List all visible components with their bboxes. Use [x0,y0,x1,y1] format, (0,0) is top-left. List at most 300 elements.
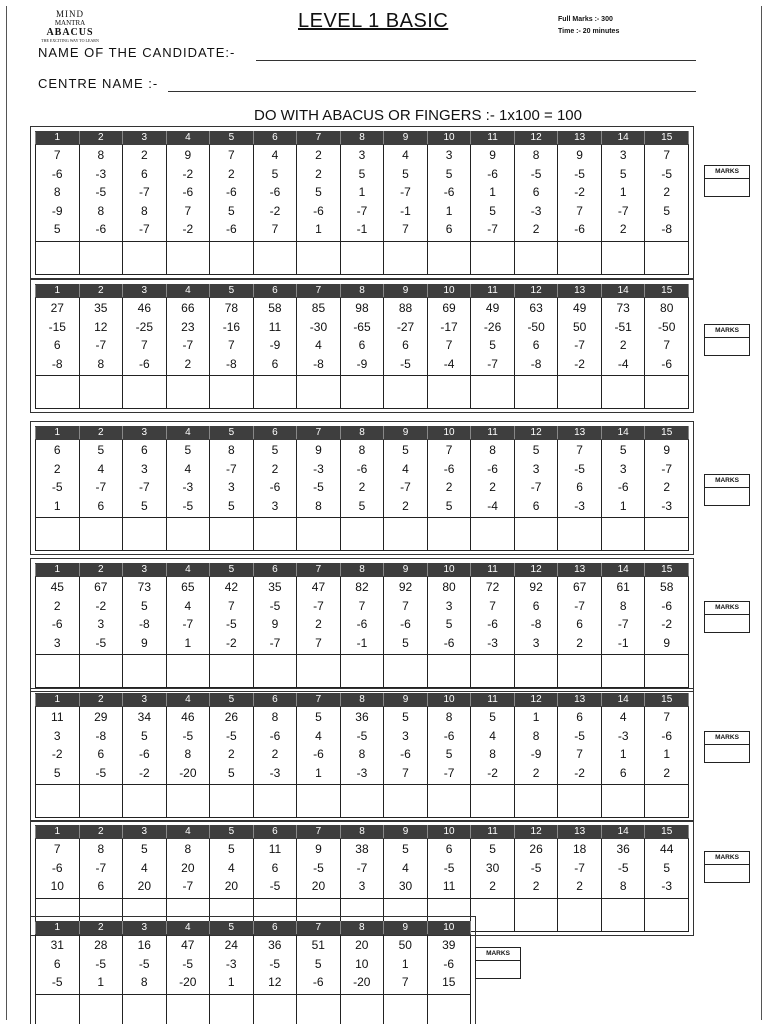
operand-column [427,707,471,785]
answer-cell[interactable] [384,994,428,1024]
question-number: 8 [340,922,384,935]
question-number: 5 [210,564,254,577]
answer-cell[interactable] [645,655,689,688]
answer-cell[interactable] [471,655,515,688]
operand: 5 [314,956,322,971]
operand: 6 [358,338,366,352]
question-number: 4 [166,694,210,707]
answer-cell[interactable] [253,785,297,818]
operand-column [601,707,645,785]
question-number: 3 [123,564,167,577]
page-title: LEVEL 1 BASIC [298,10,449,32]
answer-cell[interactable] [471,898,515,931]
answer-cell[interactable] [601,241,645,274]
answer-cell[interactable] [645,518,689,551]
answer-cell[interactable] [297,655,341,688]
operand: -3 [617,728,629,743]
question-number-row [36,922,471,935]
answer-cell[interactable] [471,376,515,409]
answer-cell[interactable] [514,785,558,818]
operand: 5 [663,203,671,218]
operand: -26 [483,319,502,334]
operand: 5 [97,443,105,457]
operand-column [253,839,297,899]
operand-column [384,577,428,655]
marks-entry-field[interactable] [705,488,749,505]
operand: 4 [184,598,192,613]
question-number: 14 [601,427,645,440]
operand: -3 [313,461,324,476]
operand-column [601,440,645,518]
operand: 2 [489,480,496,494]
question-block [30,126,694,279]
operand: 72 [485,580,500,594]
operand: 5 [402,635,409,650]
answer-cell[interactable] [79,994,123,1024]
operand-column [384,839,428,899]
answer-cell[interactable] [253,655,297,688]
operand: -7 [574,860,585,875]
answer-cell[interactable] [558,241,602,274]
brand-logo [40,10,100,46]
answer-cell[interactable] [427,241,471,274]
centre-name-field[interactable] [168,91,696,92]
operand: -6 [487,166,498,181]
operand: 50 [572,319,587,334]
operand: 26 [529,842,543,856]
answer-cell[interactable] [384,655,428,688]
operand-column [558,577,602,655]
answer-cell[interactable] [514,655,558,688]
operand: 8 [489,747,496,761]
operand: 4 [315,338,322,352]
operand: 1 [619,747,627,761]
answer-cell[interactable] [645,785,689,818]
answer-row [36,785,689,818]
answer-cell[interactable] [427,994,471,1024]
question-number: 3 [123,922,167,935]
operand: -5 [95,956,107,971]
operand-column [79,935,123,995]
operand: -51 [614,319,632,334]
operand: 3 [532,461,540,476]
operand-column [36,440,80,518]
operand: -7 [182,338,194,352]
answer-cell[interactable] [166,994,210,1024]
answer-cell[interactable] [123,518,167,551]
operand: 46 [137,301,151,315]
operand: 7 [663,148,671,162]
operand-column [79,298,123,376]
operand: 2 [619,222,627,236]
operand: -6 [661,598,673,613]
answer-cell[interactable] [514,241,558,274]
answer-cell[interactable] [645,376,689,409]
question-number: 3 [123,427,167,440]
time-text: Time :- 20 minutes [558,28,620,35]
answer-cell[interactable] [384,376,428,409]
answer-cell[interactable] [166,241,210,274]
operand: 3 [53,728,61,743]
answer-cell[interactable] [558,655,602,688]
operand: 30 [398,879,413,893]
question-number: 14 [601,564,645,577]
answer-cell[interactable] [253,241,297,274]
question-number: 10 [427,427,471,440]
answer-cell[interactable] [297,518,341,551]
operand-column [123,577,167,655]
question-number: 13 [558,826,602,839]
operand: -5 [95,635,107,650]
operand: -5 [269,879,281,893]
answer-cell[interactable] [514,518,558,551]
answer-cell[interactable] [427,785,471,818]
answer-cell[interactable] [36,655,80,688]
full-marks-text: Full Marks :- 300 [558,16,613,23]
answer-cell[interactable] [210,655,254,688]
answer-cell[interactable] [79,655,123,688]
operand-column [297,145,341,242]
answer-cell[interactable] [253,376,297,409]
operand: 7 [576,203,583,218]
operand: 5 [228,203,235,218]
answer-cell[interactable] [340,994,384,1024]
operand-column [123,145,167,242]
answer-cell[interactable] [558,785,602,818]
marks-entry-field[interactable] [476,961,520,978]
answer-cell[interactable] [384,241,428,274]
marks-label: MARKS [705,475,749,488]
marks-entry-field[interactable] [705,865,749,882]
operand: -2 [182,166,194,181]
operand: 7 [489,598,496,613]
answer-cell[interactable] [558,898,602,931]
marks-entry-field[interactable] [705,179,749,196]
operand: -8 [95,728,107,743]
operand: 1 [489,185,496,199]
operand-column [36,298,80,376]
question-number: 12 [514,826,558,839]
operand: 5 [489,842,496,856]
question-number: 6 [253,564,297,577]
operand: 5 [140,498,148,513]
operand: 9 [576,148,583,162]
operand-column [384,298,428,376]
operand-column [558,839,602,899]
answer-cell[interactable] [340,785,384,818]
question-number-row [36,694,689,707]
operands-row [36,577,689,655]
answer-cell[interactable] [558,518,602,551]
operand: -1 [617,635,629,650]
operand: 20 [224,879,239,893]
operand: 7 [401,975,409,989]
answer-cell[interactable] [253,994,297,1024]
answer-cell[interactable] [297,241,341,274]
operand: 8 [489,443,496,457]
operand: 6 [532,338,540,352]
operand-column [340,577,384,655]
answer-cell[interactable] [210,241,254,274]
operand: -8 [530,617,542,631]
answer-cell[interactable] [79,376,123,409]
operand: -6 [51,617,63,631]
question-number: 8 [340,826,384,839]
answer-cell[interactable] [166,376,210,409]
operand: 4 [402,860,409,875]
answer-cell[interactable] [471,785,515,818]
operand: 2 [576,879,583,893]
operand: 1 [315,222,322,236]
answer-cell[interactable] [79,518,123,551]
operand: -7 [182,879,194,893]
operand: 15 [442,975,456,989]
answer-cell[interactable] [340,376,384,409]
answer-cell[interactable] [253,518,297,551]
operand: -5 [182,498,194,513]
operand: 8 [228,443,235,457]
operand: 1 [227,975,235,989]
operand: 6 [97,498,105,513]
logo-tagline: THE EXCITING WAY TO LEARN [41,38,99,43]
operand-column [384,145,428,242]
operand: 65 [181,580,195,594]
answer-cell[interactable] [384,785,428,818]
marks-entry-field[interactable] [705,615,749,632]
operand-column [210,440,254,518]
answer-cell[interactable] [79,785,123,818]
answer-cell[interactable] [79,241,123,274]
question-number: 9 [384,826,428,839]
question-number-row [36,132,689,145]
operand: 6 [97,747,105,761]
operand: -2 [182,222,194,236]
answer-cell[interactable] [340,655,384,688]
question-number: 1 [36,427,80,440]
answer-cell[interactable] [36,994,80,1024]
operand: 5 [53,765,61,780]
question-number: 15 [645,564,689,577]
question-number: 4 [166,922,210,935]
marks-label: MARKS [476,948,520,961]
answer-cell[interactable] [123,994,167,1024]
operand: 7 [576,747,583,761]
question-number: 4 [166,826,210,839]
operand: 5 [402,443,409,457]
operand: -6 [487,461,498,476]
answer-cell[interactable] [601,655,645,688]
operand-column [210,145,254,242]
operand: 4 [97,461,105,476]
answer-cell[interactable] [645,898,689,931]
answer-cell[interactable] [427,376,471,409]
operand-column [123,839,167,899]
answer-cell[interactable] [471,241,515,274]
operand-column [253,440,297,518]
operand-column [645,145,689,242]
marks-entry-field[interactable] [705,745,749,762]
answer-cell[interactable] [514,376,558,409]
answer-cell[interactable] [210,376,254,409]
question-number: 10 [427,132,471,145]
operand-column [471,707,515,785]
answer-cell[interactable] [340,518,384,551]
marks-entry-field[interactable] [705,338,749,355]
operand-column [210,839,254,899]
operand: -6 [226,185,237,199]
operand: 3 [140,461,148,476]
operand-column [36,145,80,242]
operand: -7 [182,617,194,631]
operand: 8 [619,879,627,893]
answer-cell[interactable] [601,898,645,931]
answer-cell[interactable] [123,785,167,818]
operand-column [297,839,341,899]
question-table [35,921,471,1024]
operand: 20 [355,938,369,952]
question-table [35,284,689,409]
answer-cell[interactable] [297,994,341,1024]
candidate-name-field[interactable] [256,60,696,61]
answer-cell[interactable] [36,518,80,551]
question-number: 5 [210,826,254,839]
operand: 7 [445,338,453,352]
answer-cell[interactable] [297,785,341,818]
operand: -6 [95,222,107,236]
operand: -3 [356,765,368,780]
operand: 35 [268,580,282,594]
question-number: 11 [471,694,515,707]
answer-cell[interactable] [36,241,80,274]
operand: 12 [94,319,108,334]
operand: 2 [315,148,322,162]
answer-cell[interactable] [384,518,428,551]
operand: 5 [140,842,148,856]
operand-column [79,440,123,518]
answer-cell[interactable] [601,518,645,551]
answer-cell[interactable] [514,898,558,931]
operand: -3 [661,498,673,513]
operand: 1 [184,635,192,650]
question-number: 15 [645,132,689,145]
operand: -6 [226,222,237,236]
operand: -6 [661,728,673,743]
question-number: 9 [384,132,428,145]
operand: -6 [138,747,150,761]
operand-column [558,707,602,785]
answer-cell[interactable] [123,376,167,409]
answer-cell[interactable] [210,994,254,1024]
operand: 9 [315,443,322,457]
operand: 11 [268,842,282,856]
answer-cell[interactable] [36,785,80,818]
operand: -6 [443,461,455,476]
operand: 1 [445,203,453,218]
question-number: 15 [645,694,689,707]
question-number: 14 [601,285,645,298]
operand: -7 [356,203,368,218]
answer-cell[interactable] [558,376,602,409]
operand-column [123,707,167,785]
answer-cell[interactable] [297,376,341,409]
operand: -7 [400,480,411,494]
answer-row [36,518,689,551]
operand-column [558,145,602,242]
operand-column [427,440,471,518]
operand-column [340,839,384,899]
question-number: 5 [210,694,254,707]
operand-column [210,298,254,376]
operand: 47 [181,938,195,952]
answer-cell[interactable] [166,518,210,551]
answer-cell[interactable] [166,655,210,688]
operand: 85 [311,301,326,315]
answer-cell[interactable] [210,518,254,551]
operand: 2 [271,747,279,761]
operand: 6 [53,443,61,457]
operand: -1 [356,222,368,236]
answer-cell[interactable] [123,655,167,688]
question-block [30,279,694,413]
operand: 73 [137,580,151,594]
operand: 6 [53,338,61,352]
operand: 8 [184,842,192,856]
operand: -7 [487,356,498,371]
question-number: 7 [297,285,341,298]
operand: 7 [576,443,583,457]
question-number: 14 [601,826,645,839]
answer-cell[interactable] [601,785,645,818]
operand: -8 [313,356,324,371]
answer-cell[interactable] [601,376,645,409]
operand-column [645,839,689,899]
operand: 6 [576,710,583,724]
operand-column [253,935,297,995]
operand: 29 [94,710,108,724]
marks-box [704,851,750,883]
operand: -7 [138,480,150,494]
answer-cell[interactable] [645,241,689,274]
operand: -6 [269,728,281,743]
operand: -5 [182,956,194,971]
question-number: 11 [471,132,515,145]
question-number: 12 [514,564,558,577]
question-table [35,131,689,275]
answer-cell[interactable] [210,785,254,818]
operand: 4 [402,148,409,162]
answer-cell[interactable] [36,376,80,409]
operand: 2 [184,356,192,371]
answer-cell[interactable] [123,241,167,274]
operand: 1 [619,498,627,513]
operand: 5 [619,166,627,181]
operand: -7 [269,635,281,650]
answer-cell[interactable] [427,655,471,688]
operand: -5 [226,617,237,631]
operand: -5 [574,166,585,181]
operand: 5 [445,617,453,631]
answer-cell[interactable] [340,241,384,274]
question-number: 7 [297,826,341,839]
answer-cell[interactable] [166,785,210,818]
operand: 6 [445,842,453,856]
answer-cell[interactable] [427,518,471,551]
question-number: 1 [36,132,80,145]
operand: 5 [402,710,409,724]
operand-column [297,935,341,995]
operand-column [166,298,210,376]
answer-cell[interactable] [471,518,515,551]
